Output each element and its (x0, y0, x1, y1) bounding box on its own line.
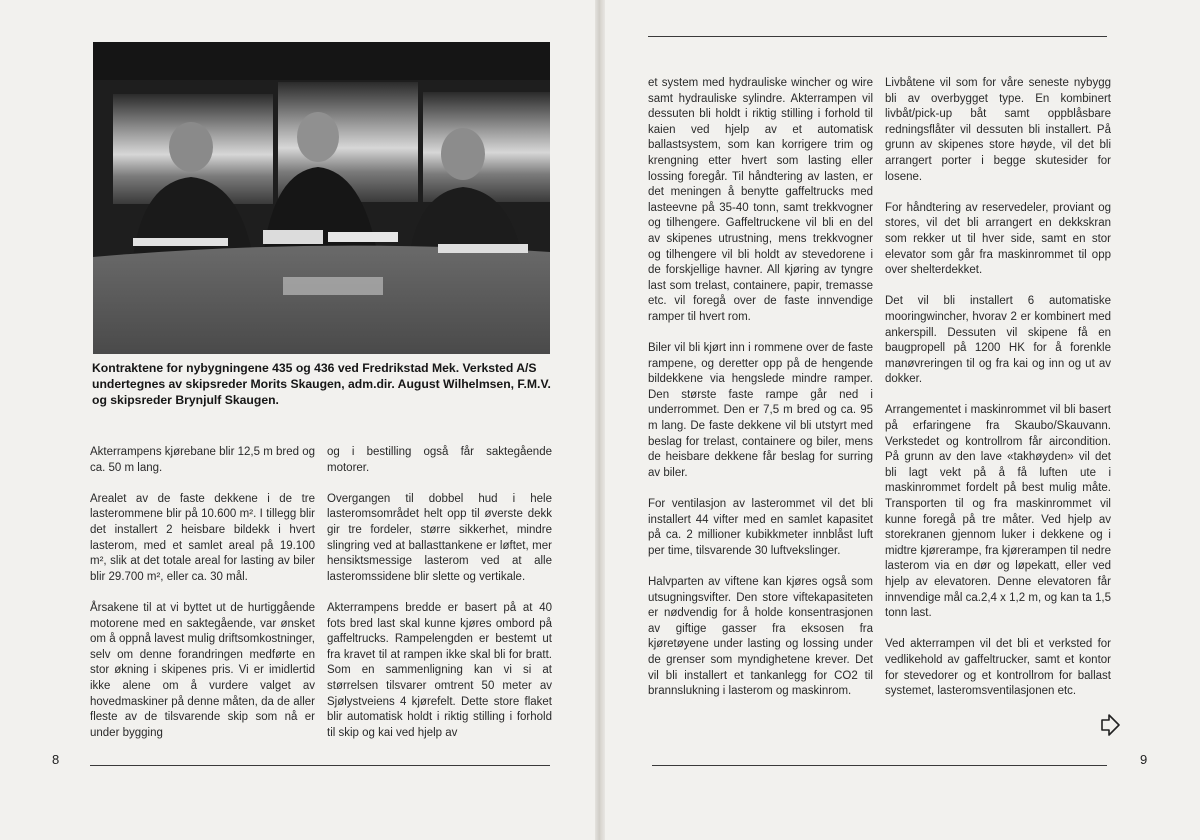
right-header-rule (648, 36, 1107, 37)
paragraph: Arealet av de faste dekkene i de tre lasterommene blir på 10.600 m². I tillegg blir det installert 2 heisbare bildekk i hvert lasterom, med et samlet areal på 19.100 m², slik at det totale areal for lasting av biler blir 29.700 m², eller ca. 30 mål. (90, 492, 315, 583)
paragraph: og i bestilling også får saktegående motorer. (327, 446, 552, 474)
left-footer-rule (90, 765, 550, 766)
paragraph: Halvparten av viftene kan kjøres også som utsugningsvifter. Den store viftekapasiteten er nødvendig for å holde konsentrasjonen av giftige gasser fra eksosen fra kjøretøyene under lasting og lossing under de grenser som myndighetene krever. Det vil bli installert et tankanlegg for CO2 til brannslukning i lasterom og maskinrom. (648, 576, 873, 698)
right-page-number: 9 (1140, 752, 1148, 767)
left-page-number: 8 (52, 752, 60, 767)
paragraph: Livbåtene vil som for våre seneste nybygg bli av overbygget type. En kombinert livbåt/pick-up båt samt oppblåsbare redningsflåter vil dessuten bli installert. På grunn av skipenes store høyde, vil det bli arrangert porter i begge skutesider for losene. (885, 77, 1111, 183)
book-spine (595, 0, 605, 840)
left-column-1 (90, 445, 315, 757)
paragraph: Akterrampens bredde er basert på at 40 fots bred last skal kunne kjøres ombord på gaffeltrucks. Rampelengden er bestemt ut fra kravet til at rampen ikke skal bli for bratt. Som en sammenligning kan vi si at størrelsen tilsvarer omtrent 50 meter av Sjølystveiens 4 kjørefelt. Dette store flaket blir automatisk holdt i riktig stilling i forhold til skip og kai ved hjelp av (327, 601, 552, 739)
paragraph: et system med hydrauliske wincher og wire samt hydrauliske sylindre. Akterrampen vil dessuten bli holdt i riktig stilling i forhold til kaien ved hjelp av et automatisk ballastsystem, som kan korrigere trim og krengning etter hvert som lasting eller lossing foregår. Til håndtering av lasten, er det meningen å benytte gaffeltrucks med lasteevne på 35-40 tonn, samt trekkvogner og tilhengere. Gaffeltruckene vil bli en del av skipenes utrustning, mens trekkvogner og tilhengere vil bli holdt av stevedorene i de forskjellige havner. All kjøring av tyngre last som trelast, containere, papir, tremasse etc. vil foregå over de faste innvendige ramper til hvert rom. (648, 77, 873, 323)
paragraph: Arrangementet i maskinrommet vil bli basert på erfaringene fra Skaubo/Skauvann. Verkstedet og kontrollrom får aircondition. På grunn av den lave «takhøyden» vil det bli lagt vekt på å få luften ute i maskinrommet fordelt på best mulig måte. Transporten til og fra maskinrommet vil kunne foregå på tre måter. Ved hjelp av storekranen gjennom luker i dekkene og i midtre kjørerampe, fra kjørerampen til nedre lasterom via en dør og løpekatt, eller ved hjelp av elevatoren. Denne elevatoren får innvendige mål ca.2,4 x 1,2 m, og kan ta 1,5 tonn last. (885, 404, 1111, 620)
paragraph: Akterrampens kjørebane blir 12,5 m bred og ca. 50 m lang. (90, 446, 315, 474)
left-column-2 (327, 445, 552, 757)
paragraph: Overgangen til dobbel hud i hele lasteromsområdet helt opp til øverste dekk gir tre fordeler, større sikkerhet, mindre slingring ved at ballasttankene er løftet, mer hensiktsmessige lasterom ved at alle lasteromssidene blir slette og vertikale. (327, 492, 552, 583)
paragraph: Biler vil bli kjørt inn i rommene over de faste rampene, og deretter opp på de hengende bildekkene via hengslede mindre ramper. Den største faste rampe går ned i underrommet. Den er 7,5 m bred og ca. 95 m lang. De faste dekkene vil bli utstyrt med beslag for trelast, containere og biler, mens de heisbare dekkene får beslag for surring av biler. (648, 342, 873, 479)
paragraph: For håndtering av reservedeler, proviant og stores, vil det bli arrangert en dekkskran som rekker ut til hver side, samt en stor elevator som går fra maskinrommet til opp over shelterdekket. (885, 201, 1111, 277)
right-column-2 (885, 76, 1111, 715)
arrow-right-outline-icon (1099, 713, 1121, 737)
paragraph: Det vil bli installert 6 automatiske mooringwincher, hvorav 2 er kombinert med ankerspill. Dessuten vil skipene få en baugpropell på 1200 HK for å forenkle manøvreringen til og fra kai og inn og ut av dokker. (885, 295, 1111, 386)
paragraph: Årsakene til at vi byttet ut de hurtiggående motorene med en saktegående, var ønsket om å oppnå lavest mulig driftsomkostninger, selv om denne forandringen medførte en stor økning i skipenes pris. Vi er imidlertid ikke alene om å vurdere valget av hovedmaskiner på denne måten, da de aller fleste av de tilsvarende skip som nå er under bygging (90, 601, 315, 739)
right-column-1 (648, 76, 873, 715)
paragraph: Ved akterrampen vil det bli et verksted for vedlikehold av gaffeltrucker, samt et kontor for stevedorer og et kontrollrom for ballast systemet, lasteromsventilasjonen etc. (885, 638, 1111, 698)
right-footer-rule (652, 765, 1107, 766)
photo-caption: Kontraktene for nybygningene 435 og 436 ved Fredrikstad Mek. Verksted A/S undertegnes av skipsreder Morits Skaugen, adm.dir. August Wilhelmsen, F.M.V. og skipsreder Brynjulf Skaugen. (92, 361, 551, 407)
signing-photo (93, 42, 550, 354)
paragraph: For ventilasjon av lasterommet vil det bli installert 44 vifter med en samlet kapasitet på ca. 2 millioner kubikkmeter innblåst luft per time, tilsvarende 30 luftvekslinger. (648, 498, 873, 557)
